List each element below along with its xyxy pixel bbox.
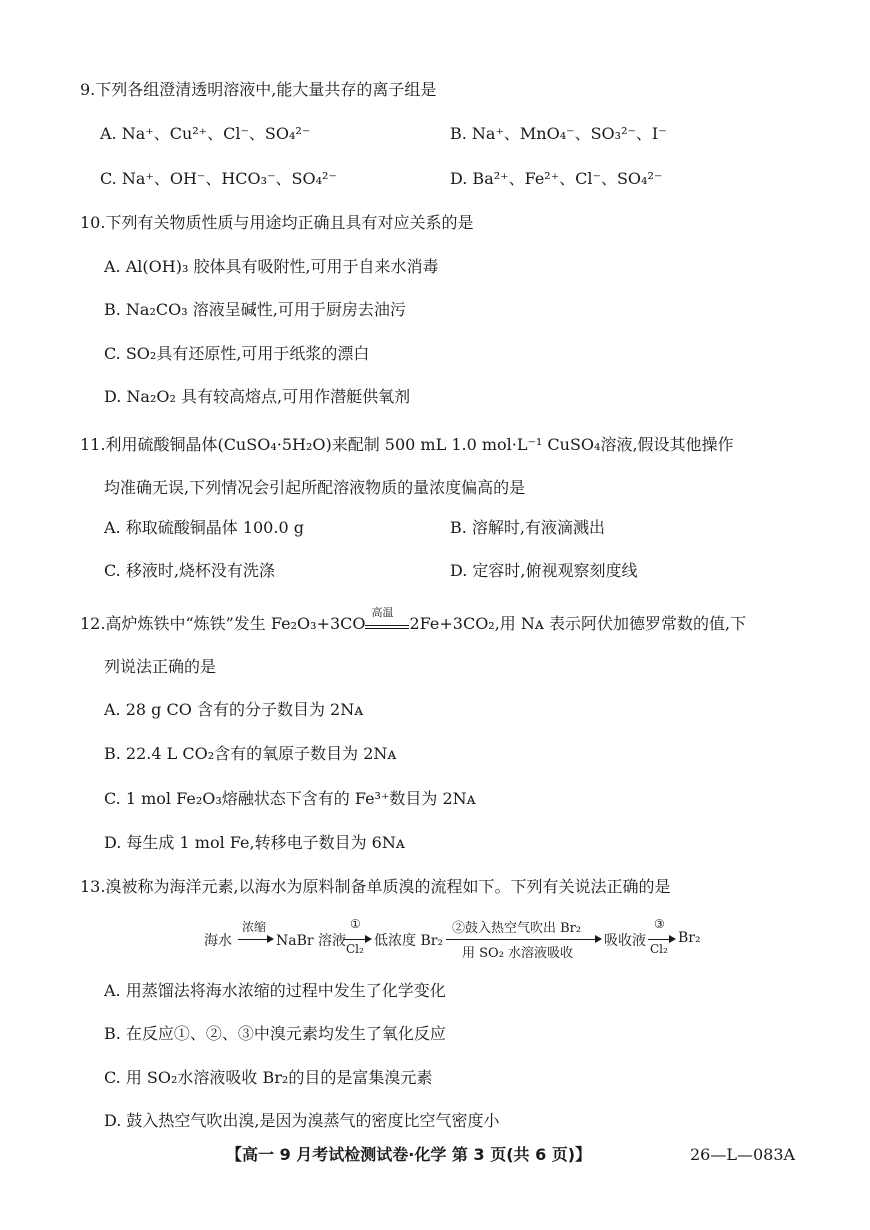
q12-option-b: B. 22.4 L CO₂含有的氧原子数目为 2Nᴀ: [104, 744, 397, 763]
q12-stem-line1: [80, 605, 747, 636]
q11-stem-line2: 均准确无误,下列情况会引起所配溶液物质的量浓度偏高的是: [104, 478, 526, 497]
q11-option-c: C. 移液时,烧杯没有洗涤: [104, 561, 275, 580]
flow-step-absorb: 吸收液: [604, 933, 646, 949]
reaction-condition: 高温: [371, 605, 394, 619]
flow-label-cl2-a: Cl₂: [346, 942, 364, 956]
q9-stem: 9.下列各组澄清透明溶液中,能大量共存的离子组是: [80, 80, 437, 99]
flow-label-step2: ②鼓入热空气吹出 Br₂: [452, 921, 582, 936]
q9-option-a: A. Na⁺、Cu²⁺、Cl⁻、SO₄²⁻: [100, 124, 311, 143]
q11-option-d: D. 定容时,俯视观察刻度线: [450, 561, 638, 580]
flow-label-step1: ①: [350, 917, 361, 931]
q9-option-b: B. Na⁺、MnO₄⁻、SO₃²⁻、I⁻: [450, 124, 667, 143]
footer-title: 【高一 9 月考试检测试卷·化学 第 3 页(共 6 页)】: [226, 1145, 592, 1164]
q10-option-d: D. Na₂O₂ 具有较高熔点,可用作潜艇供氧剂: [104, 387, 411, 406]
flow-label-cl2-b: Cl₂: [650, 942, 668, 956]
q9-option-c: C. Na⁺、OH⁻、HCO₃⁻、SO₄²⁻: [100, 169, 337, 188]
q10-option-b: B. Na₂CO₃ 溶液呈碱性,可用于厨房去油污: [104, 300, 406, 319]
q13-option-c: C. 用 SO₂水溶液吸收 Br₂的目的是富集溴元素: [104, 1068, 433, 1087]
q12-stem-post: 2Fe+3CO₂,用 Nᴀ 表示阿伏加德罗常数的值,下: [409, 614, 747, 633]
q12-option-a: A. 28 g CO 含有的分子数目为 2Nᴀ: [104, 700, 364, 719]
flow-label-concentrate: 浓缩: [242, 920, 267, 934]
q10-option-a: A. Al(OH)₃ 胶体具有吸附性,可用于自来水消毒: [104, 257, 439, 276]
q11-option-a: A. 称取硫酸铜晶体 100.0 g: [104, 518, 304, 537]
q12-stem-line2: 列说法正确的是: [104, 657, 217, 676]
flow-arrow-2: [344, 939, 370, 940]
bromine-flow-diagram: [200, 917, 720, 961]
flow-step-br2: Br₂: [678, 930, 701, 946]
q12-stem-pre: 12.高炉炼铁中“炼铁”发生 Fe₂O₃+3CO: [80, 614, 366, 633]
q10-option-c: C. SO₂具有还原性,可用于纸浆的漂白: [104, 344, 370, 363]
q12-option-d: D. 每生成 1 mol Fe,转移电子数目为 6Nᴀ: [104, 833, 405, 852]
flow-arrow-4: [648, 939, 674, 940]
q10-stem: 10.下列有关物质性质与用途均正确且具有对应关系的是: [80, 213, 474, 232]
flow-label-step3: ③: [654, 917, 665, 931]
flow-arrow-3: [446, 939, 600, 940]
flow-arrow-1: [238, 939, 272, 940]
q13-option-a: A. 用蒸馏法将海水浓缩的过程中发生了化学变化: [104, 981, 446, 1000]
q12-option-c: C. 1 mol Fe₂O₃熔融状态下含有的 Fe³⁺数目为 2Nᴀ: [104, 789, 476, 808]
q13-option-b: B. 在反应①、②、③中溴元素均发生了氧化反应: [104, 1024, 446, 1043]
q11-option-b: B. 溶解时,有液滴溅出: [450, 518, 606, 537]
q13-option-d: D. 鼓入热空气吹出溴,是因为溴蒸气的密度比空气密度小: [104, 1111, 500, 1130]
flow-label-so2: 用 SO₂ 水溶液吸收: [462, 946, 574, 961]
equilibrium-arrow: [365, 605, 409, 634]
flow-step-low-br2: 低浓度 Br₂: [374, 933, 444, 949]
flow-step-seawater: 海水: [204, 933, 232, 949]
q13-stem: 13.溴被称为海洋元素,以海水为原料制备单质溴的流程如下。下列有关说法正确的是: [80, 877, 671, 896]
flow-step-nabr: NaBr 溶液: [276, 933, 347, 949]
footer-code: 26—L—083A: [690, 1145, 796, 1164]
q9-option-d: D. Ba²⁺、Fe²⁺、Cl⁻、SO₄²⁻: [450, 169, 663, 188]
q11-stem-line1: 11.利用硫酸铜晶体(CuSO₄·5H₂O)来配制 500 mL 1.0 mol·L⁻¹ CuSO₄溶液,假设其他操作: [80, 435, 734, 454]
